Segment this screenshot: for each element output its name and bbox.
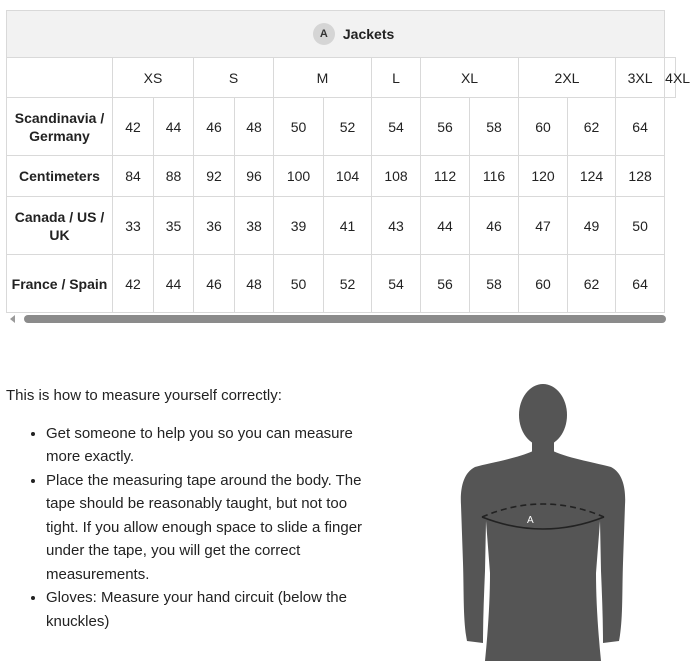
row-label: Canada / US / UK xyxy=(7,197,113,255)
table-cell: 47 xyxy=(519,197,568,255)
table-cell: 124 xyxy=(568,156,616,197)
table-cell: 60 xyxy=(519,255,568,313)
table-cell: 41 xyxy=(324,197,372,255)
table-cell: 52 xyxy=(324,98,372,156)
table-cell: 88 xyxy=(154,156,194,197)
table-cell: 46 xyxy=(194,255,235,313)
table-cell: 33 xyxy=(113,197,154,255)
table-cell: 42 xyxy=(113,255,154,313)
list-item: • Place the measuring tape around the body. The tape should be reasonably taught, but not too tight. If you allow enough space to slide a finger under the tape, you will get the correct measurements. xyxy=(46,469,381,587)
table-cell: 128 xyxy=(616,156,665,197)
table-cell: 104 xyxy=(324,156,372,197)
table-cell: 96 xyxy=(235,156,274,197)
row-label: Scandinavia / Germany xyxy=(7,98,113,156)
table-cell: 49 xyxy=(568,197,616,255)
table-cell: 48 xyxy=(235,98,274,156)
table-cell: 44 xyxy=(154,98,194,156)
table-title-row xyxy=(7,11,676,58)
table-row xyxy=(7,156,676,197)
size-header: 4XL xyxy=(665,58,676,98)
measure-badge-a: A xyxy=(313,23,335,45)
table-cell: 50 xyxy=(274,98,324,156)
scroll-left-icon[interactable] xyxy=(10,315,15,323)
table-cell: 60 xyxy=(519,98,568,156)
table-cell: 36 xyxy=(194,197,235,255)
size-header: M xyxy=(274,58,372,98)
instructions-intro: This is how to measure yourself correctly: xyxy=(6,387,282,404)
size-header: L xyxy=(372,58,421,98)
table-cell: 108 xyxy=(372,156,421,197)
size-header: 3XL xyxy=(616,58,665,98)
table-cell: 46 xyxy=(470,197,519,255)
table-row xyxy=(7,197,676,255)
table-row xyxy=(7,255,676,313)
table-cell: 64 xyxy=(616,255,665,313)
empty-header-cell xyxy=(7,58,113,98)
list-item: • Get someone to help you so you can measure more exactly. xyxy=(46,422,381,469)
table-title-cell xyxy=(7,11,665,58)
table-cell: 56 xyxy=(421,255,470,313)
measure-instructions xyxy=(6,384,381,633)
table-cell: 42 xyxy=(113,98,154,156)
table-cell: 46 xyxy=(194,98,235,156)
table-cell: 112 xyxy=(421,156,470,197)
table-cell: 54 xyxy=(372,98,421,156)
row-label: France / Spain xyxy=(7,255,113,313)
table-cell: 38 xyxy=(235,197,274,255)
table-cell: 52 xyxy=(324,255,372,313)
table-cell: 50 xyxy=(616,197,665,255)
scrollbar-thumb[interactable] xyxy=(24,315,666,323)
table-cell: 50 xyxy=(274,255,324,313)
table-cell: 48 xyxy=(235,255,274,313)
table-cell: 44 xyxy=(154,255,194,313)
table-cell: 56 xyxy=(421,98,470,156)
size-header: XL xyxy=(421,58,519,98)
table-cell: 62 xyxy=(568,98,616,156)
body-measurement-figure xyxy=(455,381,631,661)
table-title: Jackets xyxy=(342,26,395,42)
body-silhouette xyxy=(461,384,625,661)
table-cell: 58 xyxy=(470,98,519,156)
table-cell: 44 xyxy=(421,197,470,255)
size-header-row xyxy=(7,58,676,98)
size-header: S xyxy=(194,58,274,98)
table-cell: 120 xyxy=(519,156,568,197)
horizontal-scrollbar[interactable] xyxy=(8,313,666,325)
table-cell: 62 xyxy=(568,255,616,313)
list-item: • Gloves: Measure your hand circuit (below the knuckles) xyxy=(46,586,381,633)
table-cell: 84 xyxy=(113,156,154,197)
table-cell: 43 xyxy=(372,197,421,255)
size-header: XS xyxy=(113,58,194,98)
row-label: Centimeters xyxy=(7,156,113,197)
table-row xyxy=(7,98,676,156)
size-table-container xyxy=(6,10,690,313)
table-cell: 116 xyxy=(470,156,519,197)
table-cell: 54 xyxy=(372,255,421,313)
chest-marker: A xyxy=(527,515,534,526)
table-cell: 58 xyxy=(470,255,519,313)
table-cell: 39 xyxy=(274,197,324,255)
table-cell: 64 xyxy=(616,98,665,156)
instructions-list xyxy=(6,422,381,634)
table-cell: 35 xyxy=(154,197,194,255)
size-header: 2XL xyxy=(519,58,616,98)
table-cell: 100 xyxy=(274,156,324,197)
table-cell: 92 xyxy=(194,156,235,197)
size-table xyxy=(6,10,690,313)
